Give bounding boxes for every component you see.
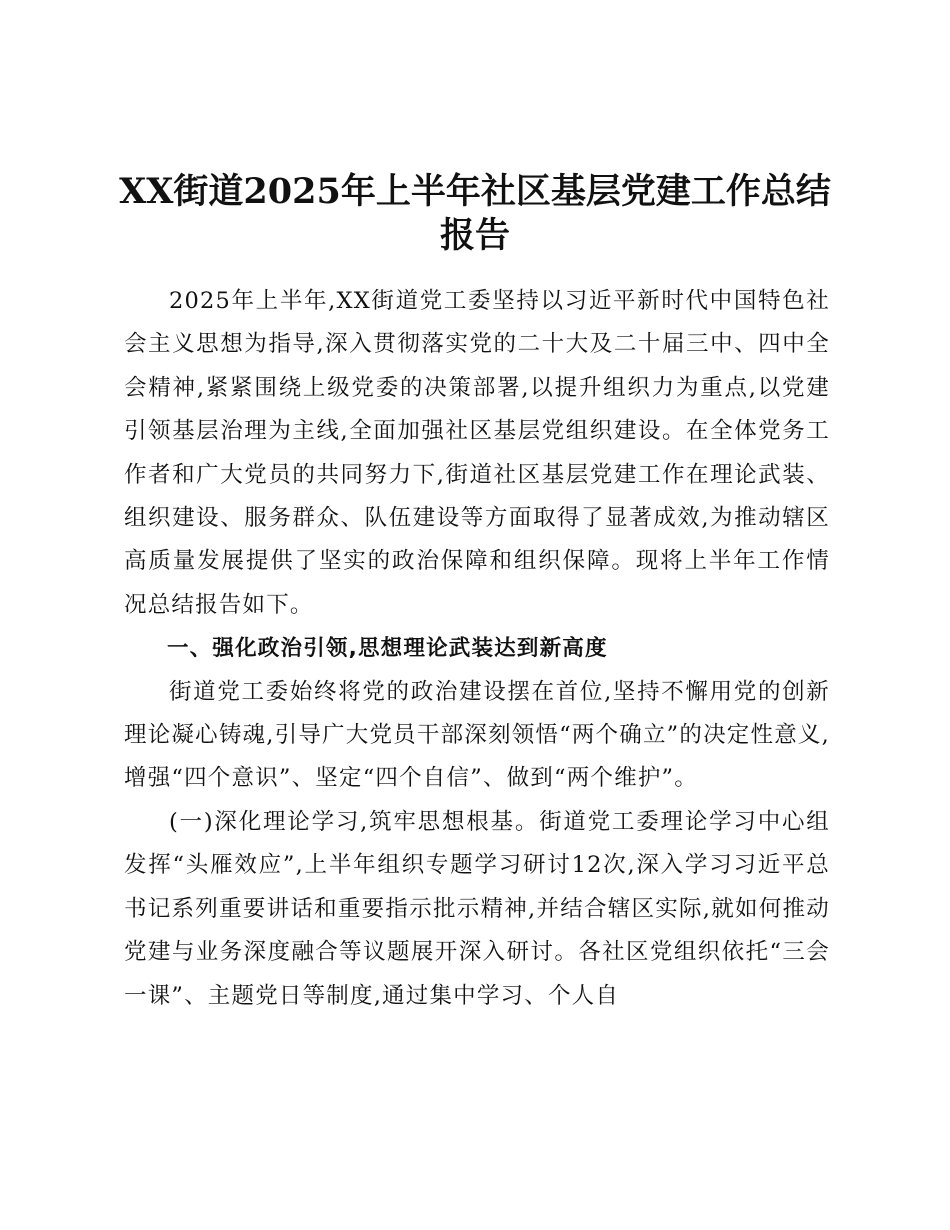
document-title — [100, 170, 850, 214]
title-line-1: XX街道2025年上半年社区基层党建工作总结 — [119, 171, 831, 212]
section-heading-1: 一、强化政治引领,思想理论武装达到新高度 — [167, 636, 608, 662]
subsection-1-paragraph: (一)深化理论学习,筑牢思想根基。街道党工委理论学习中心组发挥“头雁效应”,上半年组织专题学习研讨12次,深入学习习近平总书记系列重要讲话和重要指示批示精神,并结合辖区实际,就如何推动党建与业务深度融合等议题展开深入研讨。各社区党组织依托“三会一课”、主题党日等制度,通过集中学习、个人自 — [124, 808, 830, 1009]
document-title-continued — [100, 214, 850, 258]
section-1-paragraph: 街道党工委始终将党的政治建设摆在首位,坚持不懈用党的创新理论凝心铸魂,引导广大党员干部深刻领悟“两个确立”的决定性意义,增强“四个意识”、坚定“四个自信”、做到“两个维护”。 — [124, 678, 830, 792]
document-body — [124, 280, 830, 1018]
intro-paragraph: 2025年上半年,XX街道党工委坚持以习近平新时代中国特色社会主义思想为指导,深入贯彻落实党的二十大及二十届三中、四中全会精神,紧紧围绕上级党委的决策部署,以提升组织力为重点,以党建引领基层治理为主线,全面加强社区基层党组织建设。在全体党务工作者和广大党员的共同努力下,街道社区基层党建工作在理论武装、组织建设、服务群众、队伍建设等方面取得了显著成效,为推动辖区高质量发展提供了坚实的政治保障和组织保障。现将上半年工作情况总结报告如下。 — [124, 288, 830, 618]
title-line-2: 报告 — [439, 215, 510, 256]
